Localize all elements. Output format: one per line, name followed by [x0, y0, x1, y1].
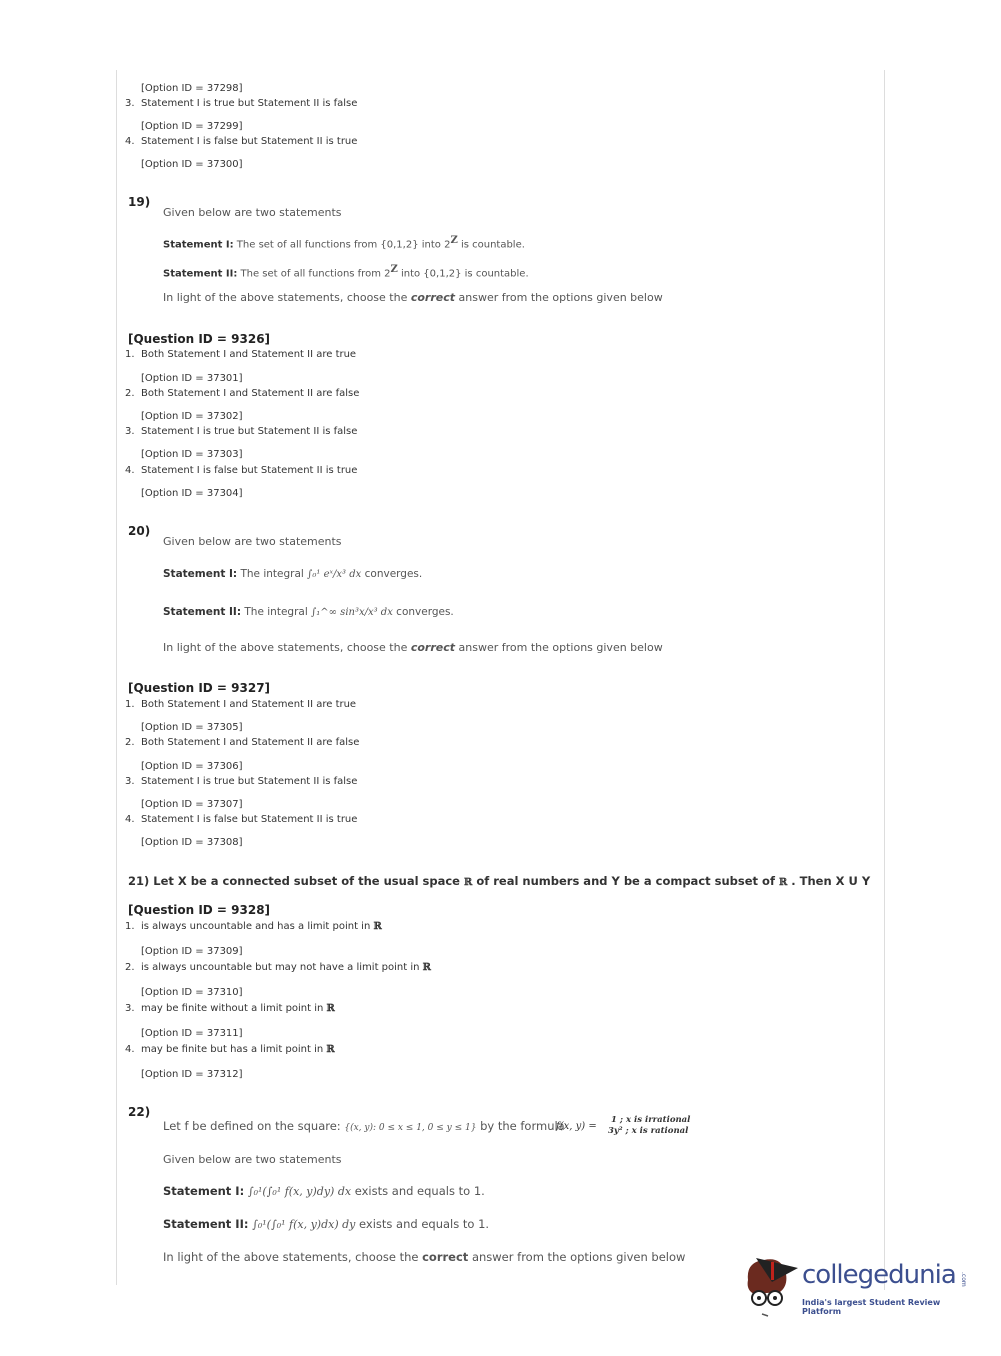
statement-end: exists and equals to 1. — [355, 1217, 490, 1231]
emphasis: correct — [410, 291, 456, 304]
option-number: 2. — [125, 962, 135, 973]
real-numbers-symbol: ℝ — [326, 1044, 335, 1055]
question-id: [Question ID = 9328] — [128, 903, 271, 917]
option-number: 4. — [125, 814, 135, 825]
option-id: [Option ID = 37310] — [141, 987, 243, 998]
statement-text: The set of all functions from {0,1,2} into 2 — [236, 239, 451, 251]
option-number: 1. — [125, 921, 135, 932]
option-text: may be finite without a limit point in — [141, 1003, 327, 1014]
statement-text: The integral — [241, 606, 312, 618]
statement-end: exists and equals to 1. — [351, 1184, 485, 1198]
option-id: [Option ID = 37306] — [141, 761, 243, 772]
option-number: 4. — [125, 1044, 135, 1055]
statement-label: Statement I: — [163, 1184, 245, 1198]
option-id: [Option ID = 37303] — [141, 449, 243, 460]
option-id: [Option ID = 37301] — [141, 373, 243, 384]
question-text: of real numbers and Y be a compact subset of — [472, 874, 779, 888]
real-numbers-symbol: ℝ — [422, 962, 431, 973]
statement-end: is countable. — [457, 239, 525, 251]
integral-formula: ∫₁^∞ sin³x/x³ dx — [311, 607, 393, 618]
option-number: 4. — [125, 136, 135, 147]
question-text: . Then X U Y — [787, 874, 871, 888]
integral-formula: ∫₀¹(∫₀¹ f(x, y)dx) dy — [252, 1218, 356, 1231]
option-text: Statement I is false but Statement II is true — [141, 814, 358, 825]
formula-case-irrational: 1 ; x is irrational — [611, 1115, 691, 1125]
option-number: 2. — [125, 388, 135, 399]
option-number: 3. — [125, 1003, 135, 1014]
option-id: [Option ID = 37305] — [141, 722, 243, 733]
option-number: 4. — [125, 465, 135, 476]
statement-end: converges. — [392, 606, 454, 618]
definition-text: by the formula — [476, 1119, 565, 1133]
statement-label: Statement I: — [163, 568, 238, 580]
real-numbers-symbol: ℝ — [373, 921, 382, 932]
statement-2 — [163, 605, 454, 620]
option-text: is always uncountable and has a limit point in — [141, 921, 374, 932]
formula-case-rational: 3y² ; x is rational — [608, 1126, 689, 1136]
instruction-text: answer from the options given below — [468, 1250, 686, 1264]
question-intro: Given below are two statements — [163, 535, 342, 548]
statement-1 — [163, 234, 525, 252]
statement-label: Statement II: — [163, 1217, 249, 1231]
statement-2 — [163, 263, 529, 281]
option-id: [Option ID = 37308] — [141, 837, 243, 848]
question-number: 19) — [128, 195, 151, 209]
real-numbers-symbol: ℝ — [778, 877, 788, 888]
statement-label: Statement I: — [163, 239, 234, 251]
option-text: Both Statement I and Statement II are false — [141, 388, 360, 399]
option-id: [Option ID = 37304] — [141, 488, 243, 499]
option-text: Statement I is false but Statement II is true — [141, 136, 358, 147]
superscript: Z — [450, 235, 458, 246]
option-text: Statement I is true but Statement II is false — [141, 426, 358, 437]
right-margin-line — [884, 70, 885, 1290]
option-number: 3. — [125, 426, 135, 437]
logo-tagline: India's largest Student Review Platform — [802, 1298, 941, 1316]
integral-formula: ∫₀¹ eˣ/x³ dx — [307, 569, 362, 580]
option-id: [Option ID = 37311] — [141, 1028, 243, 1039]
question-21-text — [128, 874, 870, 890]
superscript: Z — [390, 264, 398, 275]
statement-text: The integral — [237, 568, 308, 580]
statement-label: Statement II: — [163, 606, 242, 618]
option-text: Both Statement I and Statement II are true — [141, 349, 357, 360]
instruction — [163, 641, 663, 655]
option-id: [Option ID = 37299] — [141, 121, 243, 132]
option-id: [Option ID = 37309] — [141, 946, 243, 957]
question-definition — [163, 1119, 565, 1135]
logo-brand: collegedunia — [802, 1260, 956, 1290]
option-number: 3. — [125, 98, 135, 109]
option-id: [Option ID = 37300] — [141, 159, 243, 170]
question-id: [Question ID = 9327] — [128, 681, 271, 695]
statement-text: The set of all functions from 2 — [237, 268, 391, 280]
option-text: Both Statement I and Statement II are false — [141, 737, 360, 748]
instruction-text: answer from the options given below — [455, 641, 663, 654]
square-set: {(x, y): 0 ≤ x ≤ 1, 0 ≤ y ≤ 1} — [344, 1123, 477, 1133]
statement-end: into {0,1,2} is countable. — [397, 268, 529, 280]
statement-end: converges. — [361, 568, 423, 580]
logo-com: .com — [960, 1272, 967, 1287]
statement-1 — [163, 1184, 485, 1199]
definition-text: Let f be defined on the square: — [163, 1119, 345, 1133]
option-id: [Option ID = 37307] — [141, 799, 243, 810]
option-text: Both Statement I and Statement II are true — [141, 699, 357, 710]
option-text: may be finite but has a limit point in — [141, 1044, 327, 1055]
option-text: Statement I is true but Statement II is false — [141, 776, 358, 787]
option-id: [Option ID = 37312] — [141, 1069, 243, 1080]
option-id: [Option ID = 37302] — [141, 411, 243, 422]
option-number: 2. — [125, 737, 135, 748]
option-number: 1. — [125, 349, 135, 360]
option-id: [Option ID = 37298] — [141, 83, 243, 94]
left-margin-line — [116, 70, 117, 1285]
instruction-text: In light of the above statements, choose the — [163, 1250, 423, 1264]
instruction-text: In light of the above statements, choose the — [163, 641, 411, 654]
collegedunia-logo — [742, 1250, 972, 1320]
statement-1 — [163, 567, 422, 582]
integral-formula: ∫₀¹(∫₀¹ f(x, y)dy) dx — [247, 1185, 352, 1198]
mascot-icon — [742, 1250, 802, 1320]
question-intro: Given below are two statements — [163, 1153, 342, 1166]
formula-lhs: f(x, y) = — [556, 1121, 597, 1132]
option-text: Statement I is true but Statement II is false — [141, 98, 358, 109]
question-intro: Given below are two statements — [163, 206, 342, 219]
emphasis: correct — [422, 1250, 469, 1264]
option-number: 3. — [125, 776, 135, 787]
question-number: 22) — [128, 1105, 151, 1119]
statement-2 — [163, 1217, 489, 1232]
option-text: Statement I is false but Statement II is true — [141, 465, 358, 476]
instruction-text: answer from the options given below — [455, 291, 663, 304]
real-numbers-symbol: ℝ — [326, 1003, 335, 1014]
statement-label: Statement II: — [163, 268, 238, 280]
instruction-text: In light of the above statements, choose the — [163, 291, 411, 304]
question-id: [Question ID = 9326] — [128, 332, 271, 346]
instruction — [163, 1250, 685, 1264]
option-text: is always uncountable but may not have a limit point in — [141, 962, 423, 973]
option-number: 1. — [125, 699, 135, 710]
emphasis: correct — [410, 641, 456, 654]
real-numbers-symbol: ℝ — [464, 877, 473, 888]
instruction — [163, 291, 663, 305]
question-text: 21) Let X be a connected subset of the usual space — [128, 874, 464, 888]
question-number: 20) — [128, 524, 151, 538]
